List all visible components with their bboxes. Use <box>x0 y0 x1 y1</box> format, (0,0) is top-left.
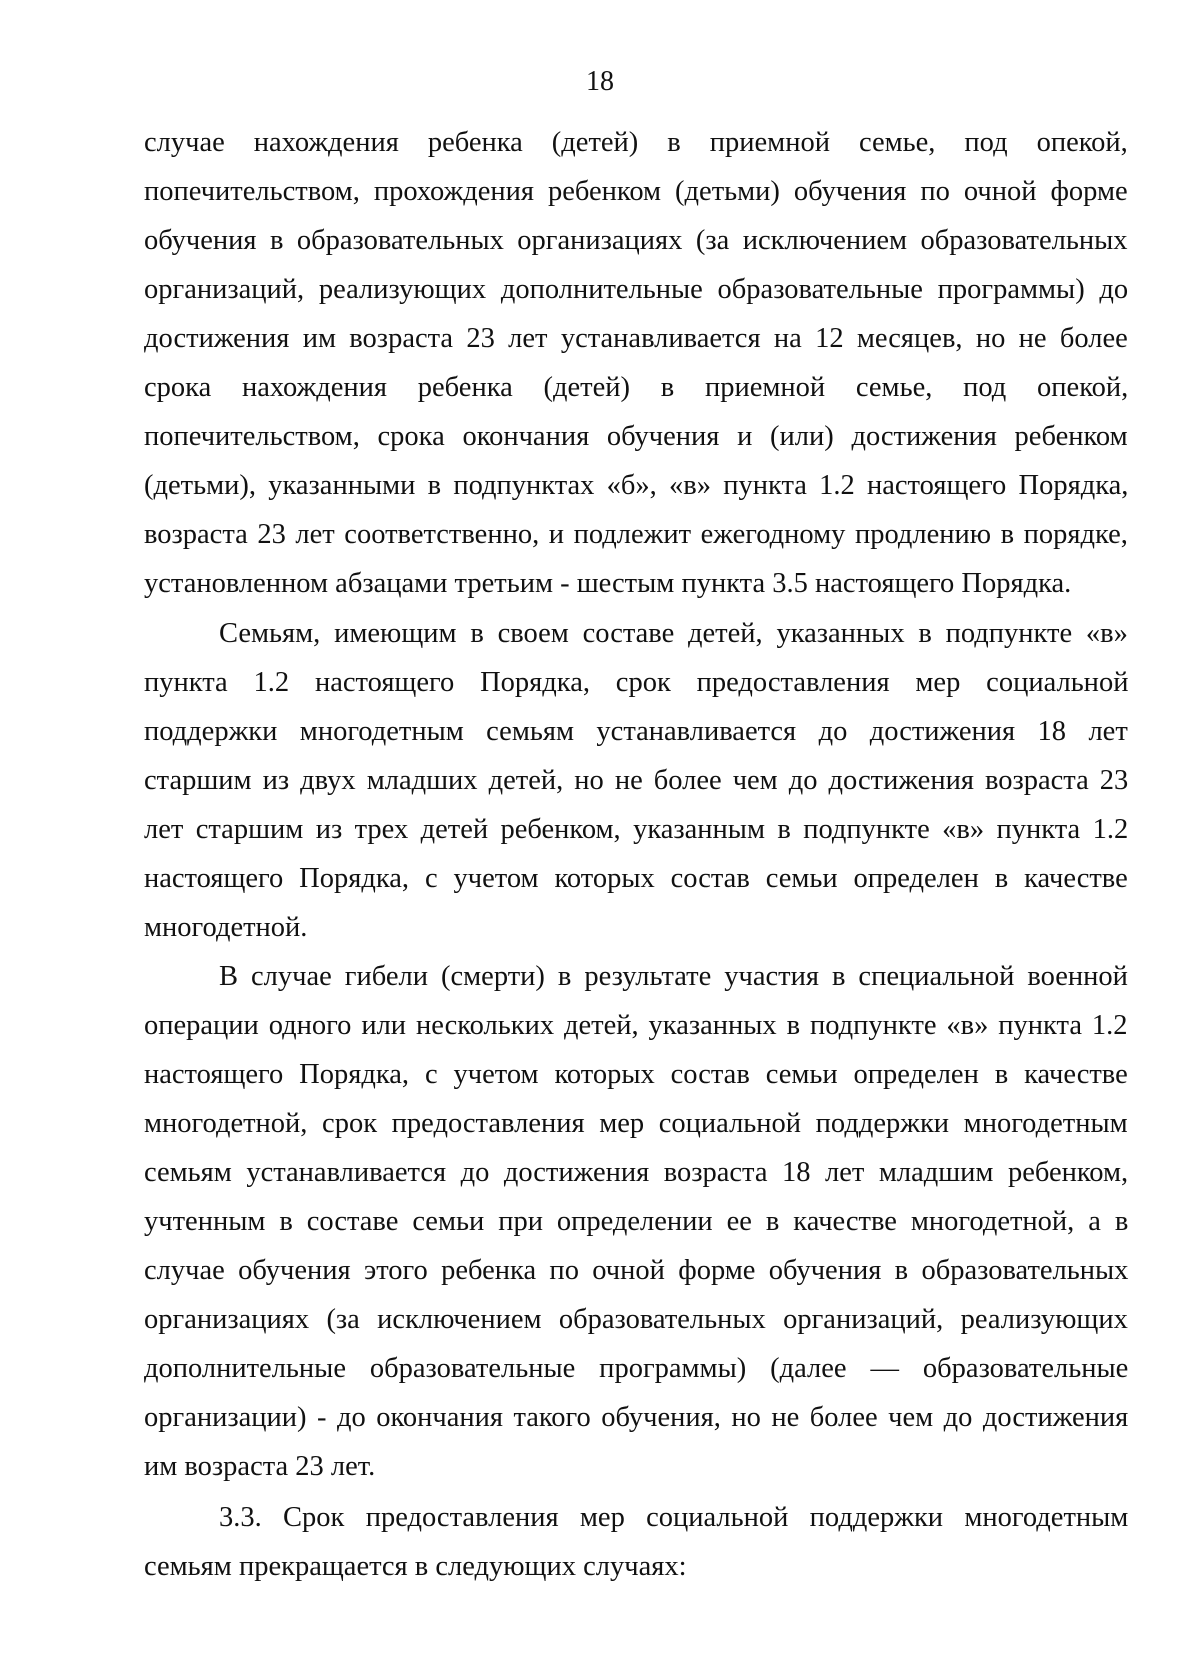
text-line: попечительством, срока окончания обучения и (или) достижения ребенком <box>144 421 1128 452</box>
text-line: семьям устанавливается до достижения возраста 18 лет младшим ребенком, <box>144 1157 1129 1188</box>
text-line: пункта 1.2 настоящего Порядка, срок предоставления мер социальной <box>144 667 1129 698</box>
text-line: срока нахождения ребенка (детей) в приемной семье, под опекой, <box>144 372 1129 403</box>
text-line: старшим из двух младших детей, но не более чем до достижения возраста 23 <box>144 765 1129 796</box>
paragraph-section-3-3 <box>144 1493 1128 1591</box>
text-line: достижения им возраста 23 лет устанавливается на 12 месяцев, но не более <box>144 323 1128 354</box>
text-line: В случае гибели (смерти) в результате участия в специальной военной <box>219 961 1128 992</box>
text-line: лет старшим из трех детей ребенком, указанным в подпункте «в» пункта 1.2 <box>144 814 1129 845</box>
text-line: организациях (за исключением образовательных организаций, реализующих <box>144 1304 1128 1335</box>
text-line: (детьми), указанными в подпунктах «б», «в» пункта 1.2 настоящего Порядка, <box>144 470 1129 501</box>
text-line: учтенным в составе семьи при определении ее в качестве многодетной, а в <box>144 1206 1129 1237</box>
text-line: семьям прекращается в следующих случаях: <box>144 1551 687 1582</box>
text-line: попечительством, прохождения ребенком (детьми) обучения по очной форме <box>144 176 1128 207</box>
text-line: дополнительные образовательные программы) (далее — образовательные <box>144 1353 1129 1384</box>
text-line: обучения в образовательных организациях (за исключением образовательных <box>144 225 1128 256</box>
text-line: случае обучения этого ребенка по очной форме обучения в образовательных <box>144 1255 1129 1286</box>
text-line: 3.3. Срок предоставления мер социальной поддержки многодетным <box>219 1502 1129 1533</box>
text-line: операции одного или нескольких детей, указанных в подпункте «в» пункта 1.2 <box>144 1010 1128 1041</box>
text-line: возраста 23 лет соответственно, и подлежит ежегодному продлению в порядке, <box>144 519 1128 550</box>
text-line: организации) - до окончания такого обучения, но не более чем до достижения <box>144 1402 1129 1433</box>
text-line: установленном абзацами третьим - шестым пункта 3.5 настоящего Порядка. <box>144 568 1072 599</box>
text-line: многодетной. <box>144 912 308 943</box>
text-line: им возраста 23 лет. <box>144 1451 376 1482</box>
text-line: поддержки многодетным семьям устанавливается до достижения 18 лет <box>144 716 1128 747</box>
text-line: организаций, реализующих дополнительные образовательные программы) до <box>144 274 1129 305</box>
text-line: настоящего Порядка, с учетом которых состав семьи определен в качестве <box>144 1059 1128 1090</box>
paragraph-continuation <box>144 118 1128 608</box>
text-line: случае нахождения ребенка (детей) в приемной семье, под опекой, <box>144 127 1128 158</box>
text-line: настоящего Порядка, с учетом которых состав семьи определен в качестве <box>144 863 1128 894</box>
paragraph-large-families-term <box>144 609 1128 952</box>
text-line: Семьям, имеющим в своем составе детей, указанных в подпункте «в» <box>219 618 1128 649</box>
text-line: многодетной, срок предоставления мер социальной поддержки многодетным <box>144 1108 1128 1139</box>
page-number: 18 <box>586 66 614 97</box>
paragraph-death-case <box>144 952 1128 1491</box>
